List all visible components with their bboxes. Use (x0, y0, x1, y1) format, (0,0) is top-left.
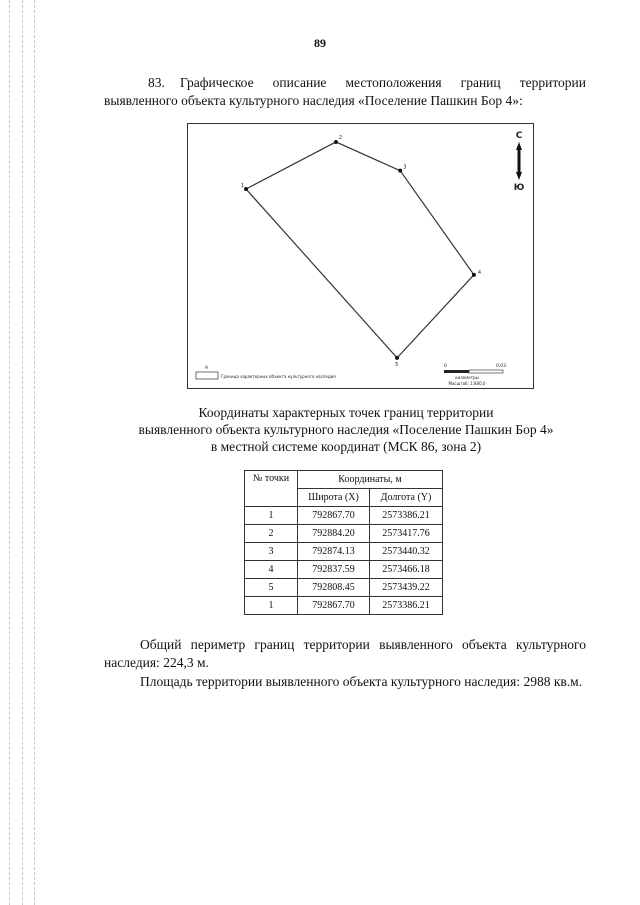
vertex-label: 4 (477, 269, 482, 276)
area-text: Площадь территории выявленного объекта культурного наследия: 2988 кв.м. (140, 674, 583, 689)
page-number: 89 (314, 36, 326, 50)
vertex-label: 2 (338, 134, 343, 141)
boundary-vertex (395, 356, 399, 360)
table-row (245, 597, 443, 615)
header-coordinates: Координаты, м (298, 471, 443, 489)
header-point: № точки (245, 471, 298, 507)
scale-unit: километры (455, 375, 479, 380)
cell-x: 792874.13 (298, 543, 370, 561)
cell-x: 792837.59 (298, 561, 370, 579)
scale-ratio: Масштаб: 1:800,0 (448, 381, 486, 386)
section-title: Графическое описание местоположения границ территории выявленного объекта культурного наследия «Поселение Пашкин Бор 4»: (104, 75, 586, 108)
legend-text: Граница характерных объекта культурного наследия (221, 374, 336, 379)
perimeter-paragraph (104, 636, 586, 672)
north-arrow-shaft (518, 150, 521, 172)
section-heading (104, 74, 586, 110)
header-latitude: Широта (X) (298, 489, 370, 507)
map-legend (196, 365, 336, 379)
scale-zero: 0 (444, 364, 447, 369)
north-arrow (514, 131, 525, 193)
boundary-vertex (472, 273, 476, 277)
boundary-map (187, 123, 534, 389)
coordinates-title-line: выявленного объекта культурного наследия «Поселение Пашкин Бор 4» (138, 422, 554, 437)
vertex-label: 5 (395, 361, 399, 368)
south-label: Ю (513, 183, 525, 193)
vertex-label: 3 (403, 164, 407, 171)
cell-x: 792884.20 (298, 525, 370, 543)
scan-artifact (34, 0, 35, 905)
section-number: 83. (148, 75, 165, 90)
perimeter-text: Общий периметр границ территории выявленного объекта культурного наследия: 224,3 м. (104, 637, 586, 670)
scale-max: 0,03 (496, 364, 507, 369)
scale-segment-light (469, 370, 503, 373)
cell-point: 2 (245, 525, 298, 543)
cell-y: 2573466.18 (370, 561, 443, 579)
boundary-map-svg (188, 124, 533, 388)
boundary-vertex (398, 169, 402, 173)
scan-artifact (22, 0, 23, 905)
cell-y: 2573440.32 (370, 543, 443, 561)
north-label: С (515, 131, 523, 141)
table-row (245, 579, 443, 597)
coordinates-title (90, 404, 602, 455)
table-row (245, 561, 443, 579)
boundary-vertex (334, 140, 338, 144)
cell-point: 3 (245, 543, 298, 561)
vertex-label: 1 (241, 183, 245, 189)
boundary-vertex (244, 187, 248, 191)
cell-y: 2573386.21 (370, 597, 443, 615)
scale-bar (444, 363, 506, 386)
coordinates-table (244, 470, 443, 615)
cell-x: 792867.70 (298, 507, 370, 525)
header-longitude: Долгота (Y) (370, 489, 443, 507)
south-arrow-head-icon (516, 172, 522, 180)
north-arrow-head-icon (516, 142, 522, 150)
cell-x: 792867.70 (298, 597, 370, 615)
table-row (245, 507, 443, 525)
cell-point: 1 (245, 507, 298, 525)
cell-point: 4 (245, 561, 298, 579)
area-paragraph (104, 673, 586, 691)
scan-artifact (9, 0, 10, 905)
coordinates-title-line: Координаты характерных точек границ территории (198, 405, 494, 420)
boundary-vertices (241, 135, 481, 368)
scale-segment-dark (444, 370, 469, 373)
legend-marker: 9 (205, 366, 208, 371)
cell-y: 2573417.76 (370, 525, 443, 543)
legend-swatch (196, 372, 218, 379)
cell-y: 2573386.21 (370, 507, 443, 525)
cell-x: 792808.45 (298, 579, 370, 597)
coordinates-title-line: в местной системе координат (МСК 86, зона 2) (210, 439, 482, 454)
table-row (245, 543, 443, 561)
table-row (245, 525, 443, 543)
cell-point: 5 (245, 579, 298, 597)
cell-y: 2573439.22 (370, 579, 443, 597)
boundary-polygon (246, 142, 474, 358)
cell-point: 1 (245, 597, 298, 615)
